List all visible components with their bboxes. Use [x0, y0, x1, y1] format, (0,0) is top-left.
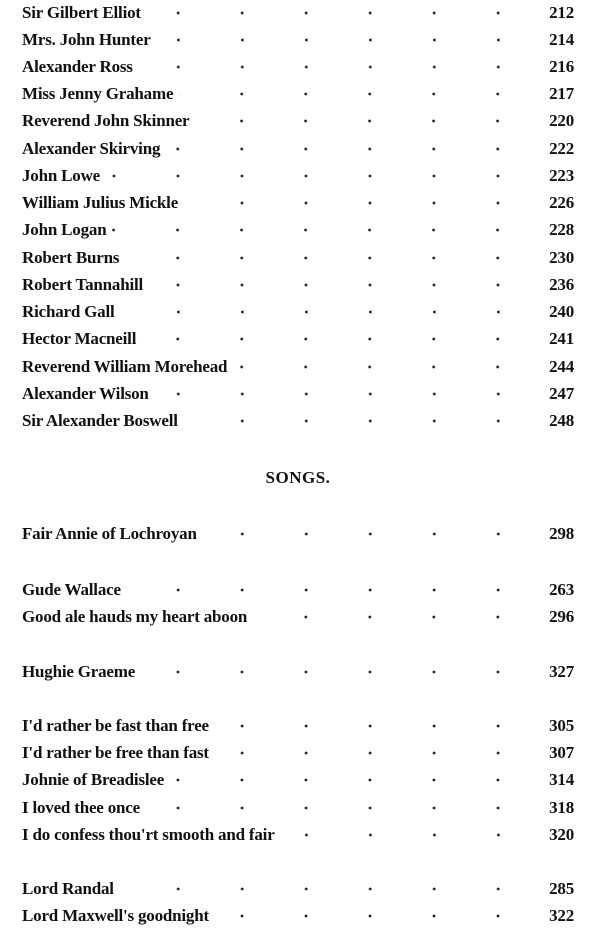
- page-number: 263: [549, 580, 574, 599]
- index-entry: [22, 768, 574, 792]
- index-entry: [22, 164, 574, 188]
- page-number: 298: [549, 524, 574, 543]
- dot-leader: [112, 228, 530, 232]
- dot-leader: [281, 833, 530, 837]
- index-entry: [22, 823, 574, 847]
- dot-leader: [147, 11, 530, 15]
- page-number: 217: [549, 84, 574, 103]
- entry-title: Alexander Ross: [22, 57, 133, 76]
- index-entry: [22, 82, 574, 106]
- entry-title: I do confess thou'rt smooth and fair: [22, 825, 275, 844]
- page-number: 322: [549, 906, 574, 925]
- entry-title: Lord Maxwell's goodnight: [22, 906, 209, 925]
- entry-title: Sir Alexander Boswell: [22, 411, 178, 430]
- page-number: 223: [549, 166, 574, 185]
- section-heading: SONGS.: [265, 468, 331, 487]
- dot-leader: [203, 532, 530, 536]
- entry-title: Alexander Wilson: [22, 384, 149, 403]
- entry-title: Richard Gall: [22, 302, 115, 321]
- entry-title: Alexander Skirving: [22, 139, 161, 158]
- index-entry: [22, 522, 574, 546]
- entry-title: Sir Gilbert Elliot: [22, 3, 141, 22]
- entry-title: Mrs. John Hunter: [22, 30, 151, 49]
- page-number: 220: [549, 111, 574, 130]
- dot-leader: [253, 615, 530, 619]
- entry-title: Reverend William Morehead: [22, 357, 228, 376]
- index-entry: [22, 904, 574, 928]
- index-entry: [22, 741, 574, 765]
- page-number: 230: [549, 248, 574, 267]
- page-number: 241: [549, 329, 574, 348]
- entry-title: Miss Jenny Grahame: [22, 84, 174, 103]
- index-entry: [22, 218, 574, 242]
- page-number: 248: [549, 411, 574, 430]
- dot-leader: [215, 751, 530, 755]
- dot-leader: [157, 38, 530, 42]
- index-entry: [22, 300, 574, 324]
- entry-title: Lord Randal: [22, 879, 114, 898]
- entry-title: Reverend John Skinner: [22, 111, 190, 130]
- index-entry: [22, 355, 574, 379]
- entry-title: I'd rather be free than fast: [22, 743, 209, 762]
- index-entry: [22, 578, 574, 602]
- page-number: 296: [549, 607, 574, 626]
- dot-leader: [106, 174, 530, 178]
- page-number: 247: [549, 384, 574, 403]
- entry-title: I'd rather be fast than free: [22, 716, 209, 735]
- index-entry: [22, 660, 574, 684]
- entry-title: Robert Burns: [22, 248, 120, 267]
- entry-title: Johnie of Breadislee: [22, 770, 165, 789]
- index-entry: [22, 55, 574, 79]
- entry-title: John Lowe: [22, 166, 101, 185]
- index-entry: [22, 796, 574, 820]
- index-entry: [22, 382, 574, 406]
- dot-leader: [125, 256, 530, 260]
- page-number: 305: [549, 716, 574, 735]
- page-number: 214: [549, 30, 574, 49]
- entry-title: Gude Wallace: [22, 580, 121, 599]
- index-entry: [22, 1, 574, 25]
- index-entry: [22, 409, 574, 433]
- dot-leader: [195, 119, 530, 123]
- entry-title: Good ale hauds my heart aboon: [22, 607, 248, 626]
- dot-leader: [184, 201, 530, 205]
- page-number: 226: [549, 193, 574, 212]
- page-number: 222: [549, 139, 574, 158]
- page-number: 244: [549, 357, 574, 376]
- page-number: 327: [549, 662, 574, 681]
- dot-leader: [141, 670, 530, 674]
- dot-leader: [184, 419, 530, 423]
- entry-title: Fair Annie of Lochroyan: [22, 524, 197, 543]
- page-number: 314: [549, 770, 574, 789]
- index-entry: [22, 605, 574, 629]
- dot-leader: [166, 147, 530, 151]
- entry-title: Robert Tannahill: [22, 275, 144, 294]
- dot-leader: [155, 392, 530, 396]
- page-number: 318: [549, 798, 574, 817]
- dot-leader: [142, 337, 530, 341]
- page-number: 228: [549, 220, 574, 239]
- dot-leader: [233, 365, 530, 369]
- index-entry: [22, 273, 574, 297]
- entry-title: Hughie Graeme: [22, 662, 136, 681]
- entry-title: Hector Macneill: [22, 329, 137, 348]
- index-entry: [22, 877, 574, 901]
- entry-title: John Logan: [22, 220, 107, 239]
- dot-leader: [121, 310, 530, 314]
- dot-leader: [170, 778, 530, 782]
- dot-leader: [139, 65, 530, 69]
- dot-leader: [215, 724, 530, 728]
- index-entry: [22, 137, 574, 161]
- index-entry: [22, 714, 574, 738]
- dot-leader: [215, 914, 530, 918]
- page-number: 320: [549, 825, 574, 844]
- dot-leader: [146, 806, 530, 810]
- entry-title: William Julius Mickle: [22, 193, 179, 212]
- entry-title: I loved thee once: [22, 798, 140, 817]
- index-entry: [22, 191, 574, 215]
- dot-leader: [149, 283, 530, 287]
- index-entry: [22, 246, 574, 270]
- dot-leader: [179, 92, 530, 96]
- index-entry: [22, 327, 574, 351]
- page-number: 240: [549, 302, 574, 321]
- page-number: 236: [549, 275, 574, 294]
- page-number: 216: [549, 57, 574, 76]
- page-number: 307: [549, 743, 574, 762]
- page-number: 285: [549, 879, 574, 898]
- index-entry: [22, 109, 574, 133]
- page-number: 212: [549, 3, 574, 22]
- dot-leader: [127, 588, 530, 592]
- dot-leader: [120, 887, 530, 891]
- index-entry: [22, 28, 574, 52]
